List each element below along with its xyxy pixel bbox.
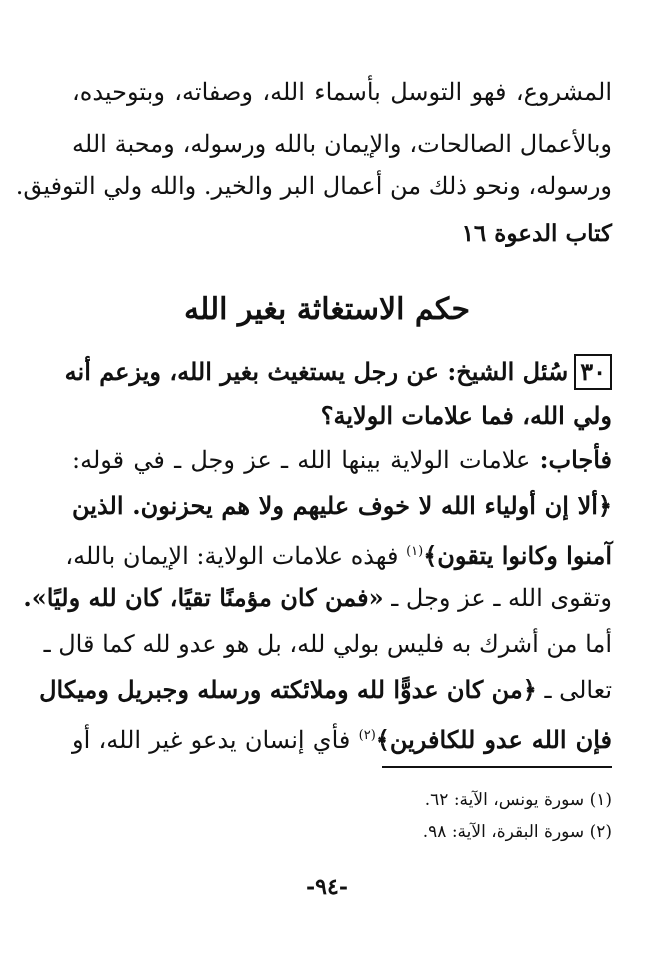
- page-number: -٩٤-: [306, 874, 348, 900]
- answer-line-6: [39, 668, 612, 712]
- quran-verse-line-4: فإن الله عدو للكافرين﴾: [375, 725, 612, 754]
- source-reference: كتاب الدعوة ١٦: [461, 220, 612, 247]
- footnote-ref-1: (١): [406, 544, 424, 559]
- question-number: ٣٠: [574, 354, 612, 390]
- answer-text-4: وتقوى الله ـ عز وجل ـ: [391, 584, 612, 612]
- quran-verse-line-3: ﴿من كان عدوًّا لله وملائكته ورسله وجبريل وميكال: [39, 675, 537, 704]
- answer-line-3: [65, 530, 612, 578]
- question-line-2: ولي الله، فما علامات الولاية؟: [320, 401, 612, 430]
- section-title: حكم الاستغاثة بغير الله: [183, 292, 470, 327]
- quran-verse-line-1: ﴿ألا إن أولياء الله لا خوف عليهم ولا هم يحزنون. الذين: [72, 491, 612, 520]
- quran-verse-line-2: آمنوا وكانوا يتقون﴾: [423, 541, 612, 570]
- answer-line-1: [72, 438, 612, 482]
- footnote-divider: [382, 766, 612, 768]
- answer-line-5: أما من أشرك به فليس بولي لله، بل هو عدو لله كما قال ـ: [43, 630, 612, 658]
- footnote-2: (٢) سورة البقرة، الآية: ٩٨.: [422, 822, 612, 842]
- answer-line-4: [23, 576, 612, 620]
- question-text-1: سُئل الشيخ: عن رجل يستغيث بغير الله، ويزعم أنه: [64, 357, 569, 386]
- answer-line-7: [72, 714, 612, 762]
- body-line-2: وبالأعمال الصالحات، والإيمان بالله ورسوله، ومحبة الله: [72, 130, 612, 158]
- question-line-1: [64, 350, 612, 394]
- answer-text-7: فأي إنسان يدعو غير الله، أو: [72, 726, 351, 754]
- footnote-ref-2: (٢): [358, 728, 376, 743]
- hadith-quote: «فمن كان مؤمنًا تقيًا، كان لله وليًا».: [23, 583, 384, 612]
- answer-label: فأجاب:: [539, 445, 612, 474]
- answer-text-1: علامات الولاية بينها الله ـ عز وجل ـ في قوله:: [72, 446, 531, 474]
- footnote-1: (١) سورة يونس، الآية: ٦٢.: [424, 790, 612, 810]
- body-line-3: ورسوله، ونحو ذلك من أعمال البر والخير. والله ولي التوفيق.: [15, 172, 612, 200]
- body-line-1: المشروع، فهو التوسل بأسماء الله، وصفاته، وبتوحيده،: [72, 78, 612, 106]
- answer-text-6: تعالى ـ: [544, 676, 612, 704]
- answer-text-3: فهذه علامات الولاية: الإيمان بالله،: [65, 542, 399, 570]
